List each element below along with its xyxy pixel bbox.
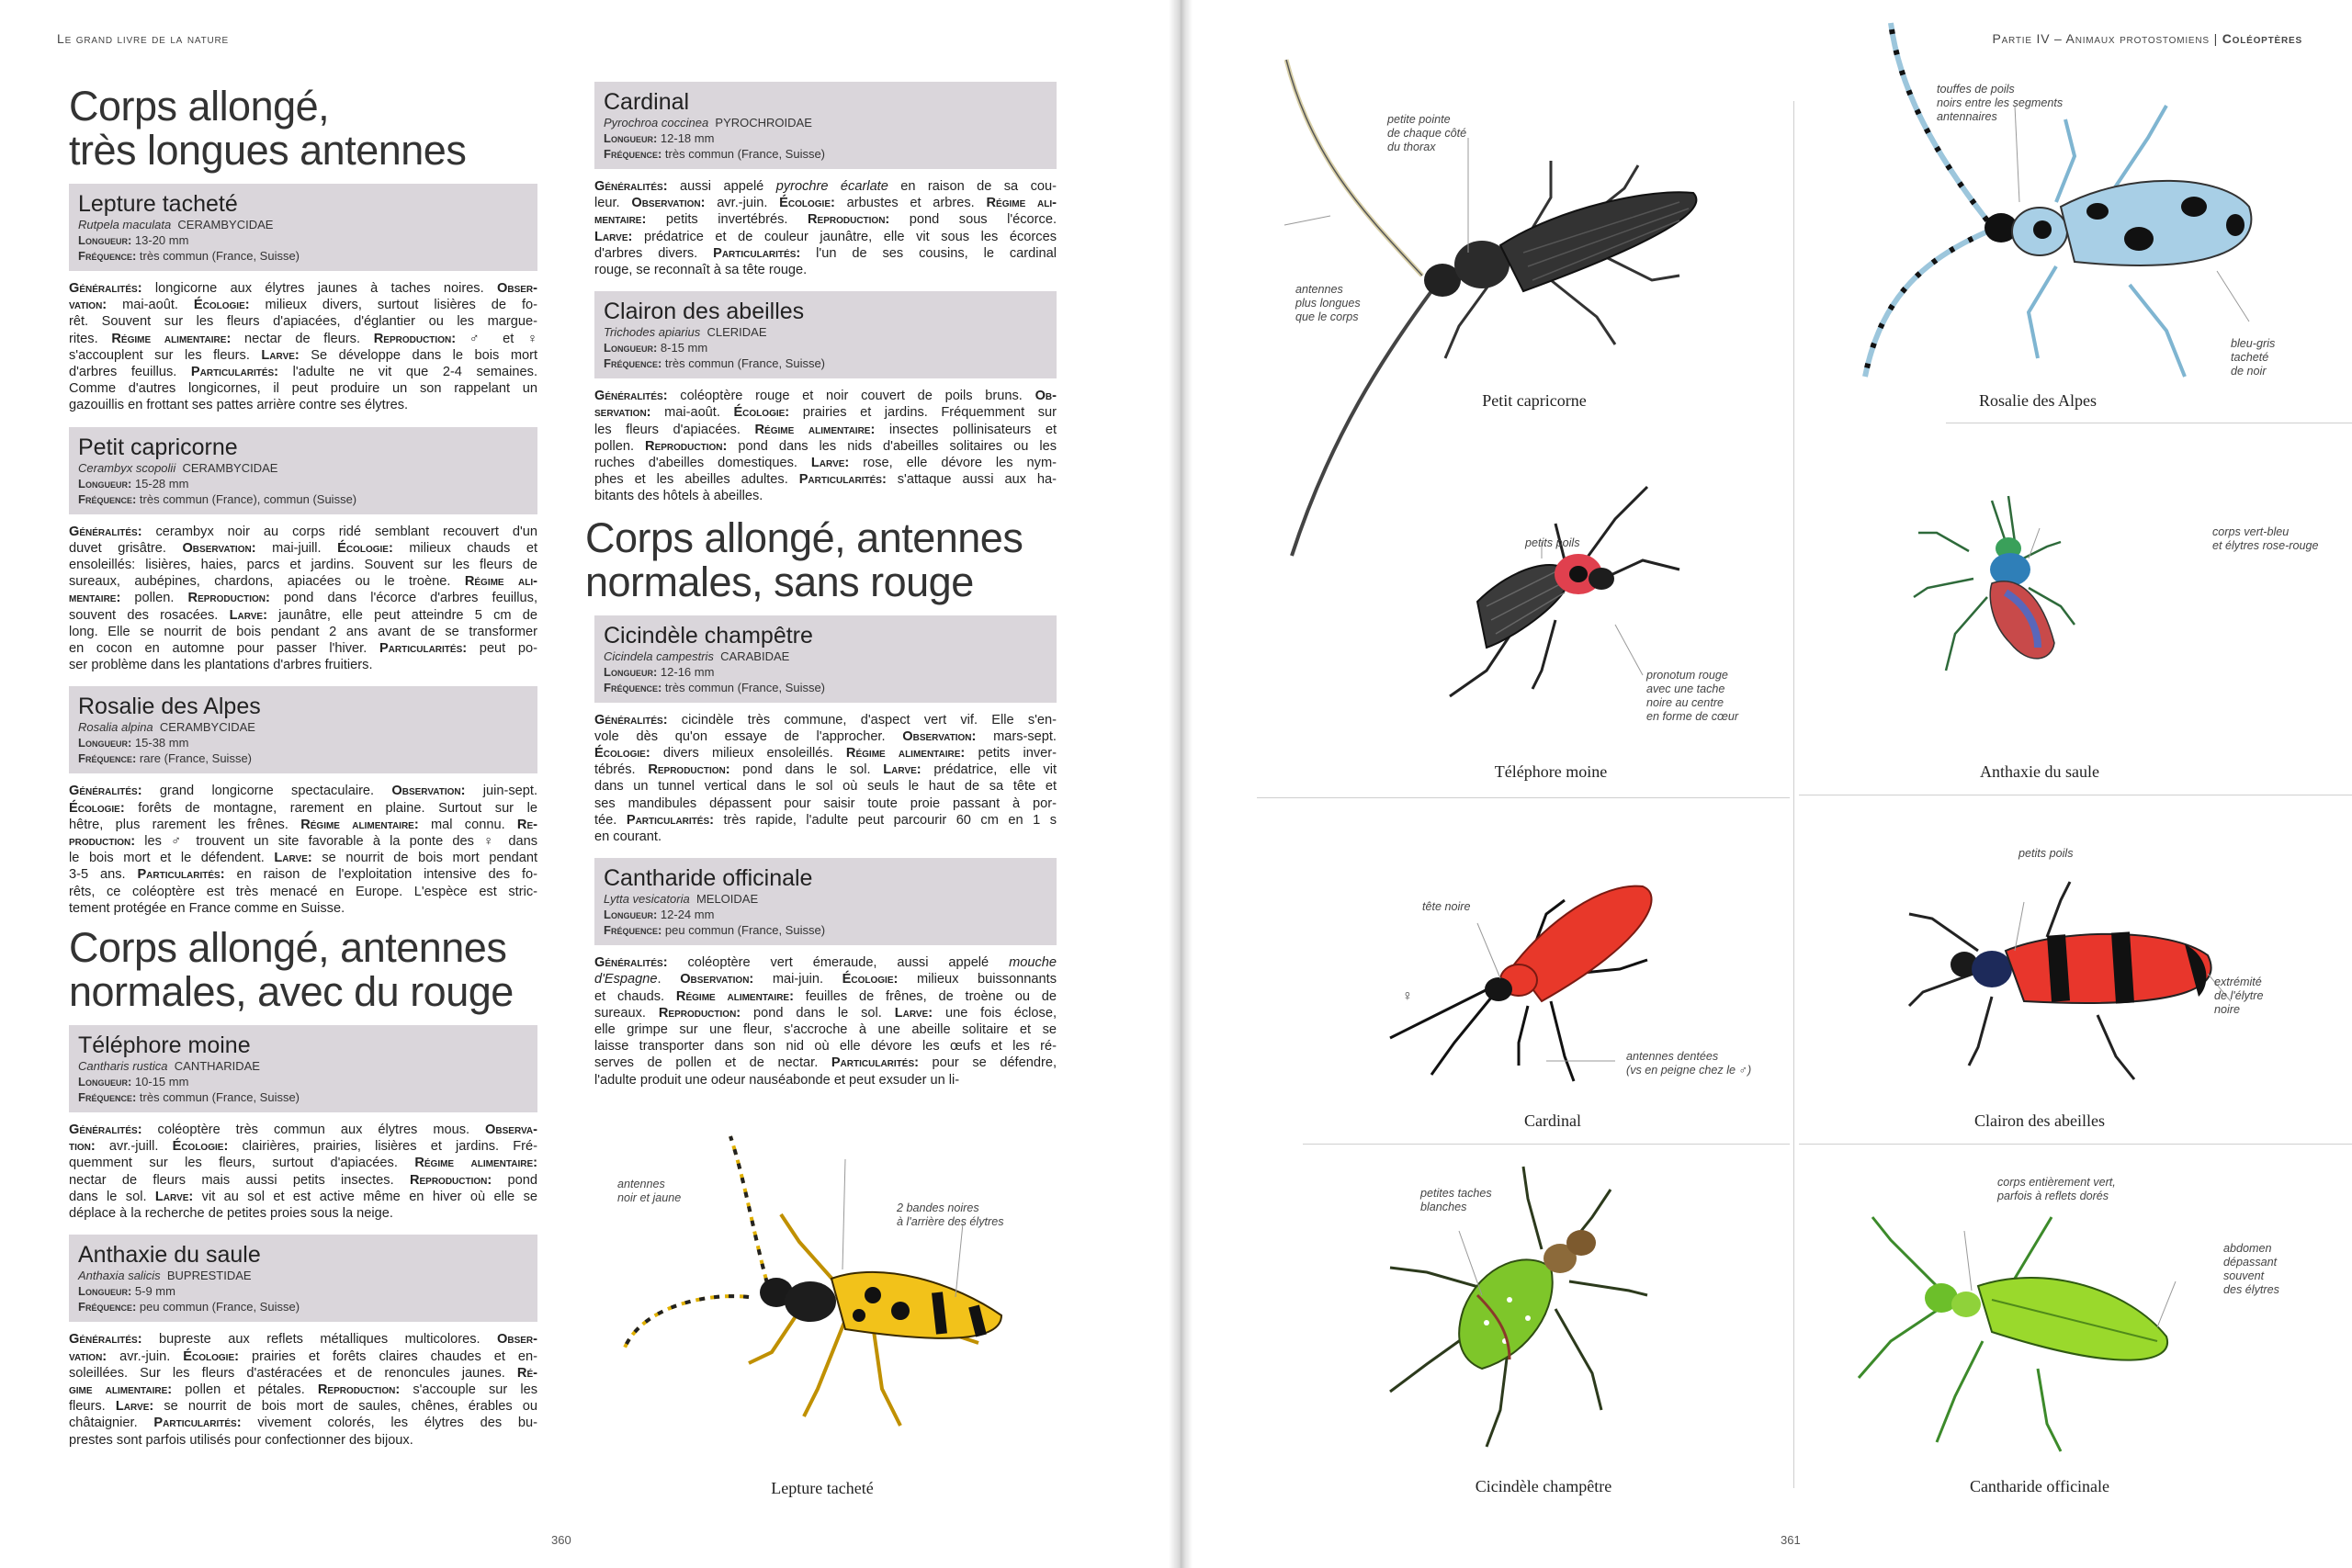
species-frequency-line xyxy=(604,146,1047,162)
mid-species-list-b xyxy=(594,615,1057,1089)
length-label: Longueur: xyxy=(78,476,132,491)
frequency-label: Fréquence: xyxy=(78,491,137,506)
species-frequency: peu commun (France, Suisse) xyxy=(139,1300,300,1314)
species-length-line xyxy=(78,735,528,750)
description-line: Généralités: coléoptère rouge et noir couvert de poils bruns. Ob- xyxy=(594,389,1057,404)
description-line: Généralités: cicindèle très commune, d'aspect vert vif. Elle s'en- xyxy=(594,712,1057,728)
species-frequency: très commun (France), commun (Suisse) xyxy=(139,491,357,506)
species-header xyxy=(69,686,537,773)
description-line: ses mandibules dépassent pour saisir toute proie passant à por- xyxy=(594,795,1057,811)
species-length: 15-38 mm xyxy=(134,736,189,750)
description-line: production: les ♂ trouvent un site favorable à la ponte des ♀ dans xyxy=(69,834,537,850)
species-latin-line xyxy=(604,115,1047,130)
cicindele-caption: Cicindèle champêtre xyxy=(1475,1477,1612,1495)
species-frequency: très commun (France, Suisse) xyxy=(664,680,826,694)
species-description xyxy=(69,1331,537,1448)
species-description xyxy=(594,388,1057,504)
clairon-annot-poils: petits poils xyxy=(2018,847,2074,860)
species-name: Cicindèle champêtre xyxy=(604,622,813,649)
frequency-label: Fréquence: xyxy=(604,923,662,938)
species-description xyxy=(594,178,1057,278)
species-length: 13-20 mm xyxy=(134,233,189,247)
species-name: Téléphore moine xyxy=(78,1032,251,1059)
species-latin-line xyxy=(604,324,1047,340)
description-line: les fleurs d'apiacées. Régime alimentaire: insectes pollinisateurs et xyxy=(594,422,1057,437)
length-label: Longueur: xyxy=(78,736,132,750)
species-family: CLERIDAE xyxy=(707,325,767,340)
species-family: MELOIDAE xyxy=(695,892,759,907)
frequency-label: Fréquence: xyxy=(604,147,662,161)
species-frequency-line xyxy=(78,491,528,507)
species-latin-line xyxy=(78,719,528,735)
species-frequency: très commun (France, Suisse) xyxy=(664,147,826,161)
section-title-1: Corps allongé, très longues antennes xyxy=(69,83,467,174)
description-line: mentaire: petits invertébrés. Reproduction: pond sous l'écorce. xyxy=(594,212,1057,228)
cardinal-annot-antennes: antennes dentées (vs en peigne chez le ♂) xyxy=(1626,1050,1752,1077)
cardinal-annot-sex: ♀ xyxy=(1402,988,1413,1004)
species-length-line xyxy=(604,907,1047,922)
description-line: tée. Particularités: très rapide, l'adulte peut parcourir 60 cm en 1 s xyxy=(594,812,1057,828)
description-line: châtaignier. Particularités: vivement colorés, les élytres des bu- xyxy=(69,1416,537,1431)
description-line: en courant. xyxy=(594,829,662,845)
left-page xyxy=(0,0,1169,1568)
species-header xyxy=(594,82,1057,169)
frequency-label: Fréquence: xyxy=(78,1090,137,1105)
description-line: Écologie: forêts de montagne, rarement en plaine. Surtout sur le xyxy=(69,800,537,816)
frequency-label: Fréquence: xyxy=(78,249,137,263)
anthaxie-drawing xyxy=(1900,478,2111,707)
species-description xyxy=(594,712,1057,846)
frequency-label: Fréquence: xyxy=(78,751,137,766)
species-latin: Lytta vesicatoria xyxy=(604,892,690,907)
section-title-2: Corps allongé, antennes normales, avec du rouge xyxy=(69,924,514,1016)
description-line: serves de pollen et de nectar. Particularités: pour se défendre, xyxy=(594,1055,1057,1071)
length-label: Longueur: xyxy=(78,1075,132,1089)
species-length: 5-9 mm xyxy=(134,1284,175,1299)
species-latin: Cerambyx scopolii xyxy=(78,460,176,475)
description-line: le bois mort et le défendent. Larve: se nourrit de bois mort pendant xyxy=(69,851,537,866)
species-length: 10-15 mm xyxy=(134,1075,189,1089)
species-description xyxy=(594,954,1057,1089)
species-frequency: très commun (France, Suisse) xyxy=(664,356,826,371)
lepture-annot-antennes: antennes noir et jaune xyxy=(617,1178,682,1204)
species-header xyxy=(69,1025,537,1112)
telephore-caption: Téléphore moine xyxy=(1494,762,1608,781)
species-length-line xyxy=(604,664,1047,680)
right-page xyxy=(1193,0,2352,1568)
description-line: Généralités: coléoptère très commun aux élytres mous. Observa- xyxy=(69,1122,537,1138)
grid-divider-row3-left xyxy=(1303,1144,1790,1145)
description-line: et chauds. Régime alimentaire: feuilles de frênes, de troène ou de xyxy=(594,988,1057,1004)
description-line: souvent des rosacées. Larve: jaunâtre, elle peut atteindre 5 cm de xyxy=(69,607,537,623)
description-line: soleillées. Sur les fleurs d'astéracées et de renoncules jaunes. Ré- xyxy=(69,1365,537,1381)
capricorne-annot-pointe: petite pointe de chaque côté du thorax xyxy=(1387,113,1467,153)
cicindele-annot-taches: petites taches blanches xyxy=(1420,1187,1492,1213)
description-line: d'arbres divers. Particularités: l'un de ses cousins, le cardinal xyxy=(594,245,1057,261)
description-line: dans un tunnel vertical dans le sol où seuls le haut de sa tête et xyxy=(594,779,1057,795)
lepture-annot-bandes: 2 bandes noires à l'arrière des élytres xyxy=(897,1201,1004,1228)
description-line: Généralités: grand longicorne spectaculaire. Observation: juin-sept. xyxy=(69,784,537,799)
length-label: Longueur: xyxy=(78,233,132,247)
description-line: pollen. Reproduction: pond dans les nids d'abeilles solitaires ou les xyxy=(594,438,1057,454)
description-line: l'adulte produit une odeur nauséabonde et peut exsuder un li- xyxy=(594,1072,960,1088)
rosalie-annot-bleu: bleu-gris tacheté de noir xyxy=(2231,337,2276,378)
description-line: nectar de fleurs mais aussi petits insectes. Reproduction: pond xyxy=(69,1172,537,1188)
description-line: Comme d'autres longicornes, il peut produire un son rappelant un xyxy=(69,381,537,397)
species-family: CERAMBYCIDAE xyxy=(182,460,278,475)
species-frequency-line xyxy=(78,248,528,264)
cantharide-drawing xyxy=(1854,1176,2203,1470)
description-line: Généralités: coléoptère vert émeraude, aussi appelé mouche xyxy=(594,955,1057,971)
species-length-line xyxy=(78,476,528,491)
description-line: phes et les abeilles adultes. Particularités: s'attaque aussi aux ha- xyxy=(594,472,1057,488)
species-name: Clairon des abeilles xyxy=(604,299,805,325)
species-name: Cardinal xyxy=(604,89,690,115)
cantharide-annot-abdomen: abdomen dépassant souvent des élytres xyxy=(2223,1242,2279,1296)
folio-right: 361 xyxy=(1781,1533,1801,1547)
grid-divider-row2-left xyxy=(1257,797,1790,798)
species-header xyxy=(69,427,537,514)
description-line: ruches d'abeilles domestiques. Larve: rose, elle dévore les nym- xyxy=(594,456,1057,471)
species-latin: Rosalia alpina xyxy=(78,720,153,735)
anthaxie-caption: Anthaxie du saule xyxy=(1980,762,2099,781)
species-description xyxy=(69,280,537,414)
species-frequency-line xyxy=(604,922,1047,938)
species-latin-line xyxy=(78,460,528,476)
description-line: sureaux. Reproduction: pond dans le sol. Larve: une fois éclose, xyxy=(594,1005,1057,1021)
species-description xyxy=(69,1122,537,1222)
species-length-line xyxy=(604,130,1047,146)
description-line: mentaire: pollen. Reproduction: pond dans l'écorce d'arbres feuillus, xyxy=(69,591,537,606)
species-family: CERAMBYCIDAE xyxy=(177,218,274,231)
species-latin: Anthaxia salicis xyxy=(78,1269,161,1283)
description-line: duvet grisâtre. Observation: mai-juill. Écologie: milieux chauds et xyxy=(69,540,538,556)
species-family: CARABIDAE xyxy=(720,649,790,663)
species-name: Cantharide officinale xyxy=(604,865,813,892)
species-length: 12-16 mm xyxy=(660,664,715,679)
petit-capricorne-caption: Petit capricorne xyxy=(1482,391,1587,410)
column-2 xyxy=(585,82,1057,1101)
telephore-annot-poils: petits poils xyxy=(1525,536,1580,549)
description-line: tement protégée en France comme en Suisse. xyxy=(69,900,345,916)
species-description xyxy=(69,783,537,917)
species-header xyxy=(594,858,1057,945)
cicindele-drawing xyxy=(1372,1162,1666,1465)
species-family: PYROCHROIDAE xyxy=(715,116,812,130)
species-header xyxy=(594,291,1057,378)
description-line: prestes sont parfois utilisés pour confectionner des bijoux. xyxy=(69,1432,413,1448)
species-length: 12-24 mm xyxy=(660,908,715,922)
species-frequency-line xyxy=(604,355,1047,371)
lepture-drawing xyxy=(570,1122,1084,1426)
species-latin-line xyxy=(604,649,1047,664)
length-label: Longueur: xyxy=(604,341,658,355)
description-line: d'Espagne. Observation: mai-juin. Écologie: milieux buissonnants xyxy=(594,972,1057,987)
species-latin: Pyrochroa coccinea xyxy=(604,116,709,130)
description-line: hêtre, plus rarement les frênes. Régime alimentaire: mal connu. Re- xyxy=(69,817,537,832)
species-length-line xyxy=(78,1074,528,1089)
description-line: Généralités: cerambyx noir au corps ridé semblant recouvert d'un xyxy=(69,524,537,539)
column-1 xyxy=(69,85,537,1461)
description-line: elle grimpe sur une fleur, s'accroche à une abeille solitaire et se xyxy=(594,1022,1057,1038)
frequency-label: Fréquence: xyxy=(604,356,662,371)
length-label: Longueur: xyxy=(604,908,658,922)
description-line: Généralités: aussi appelé pyrochre écarlate en raison de sa cou- xyxy=(594,179,1057,194)
description-line: long. Elle se nourrit de bois pendant 2 ans avant de se transformer xyxy=(69,624,537,639)
species-header xyxy=(594,615,1057,703)
species-frequency: très commun (France, Suisse) xyxy=(139,249,300,263)
description-line: vation: mai-août. Écologie: milieux divers, surtout lisières de fo- xyxy=(69,298,537,313)
description-line: leur. Observation: avr.-juin. Écologie: arbustes et arbres. Régime ali- xyxy=(594,196,1057,211)
species-length: 12-18 mm xyxy=(660,131,715,145)
description-line: sureaux, aubépines, chardons, apiacées ou le troène. Régime ali- xyxy=(69,574,537,590)
description-line: ensoleillés: lisières, haies, parcs et jardins. Souvent sur les fleurs de xyxy=(69,558,537,573)
species-latin-line xyxy=(78,1268,528,1283)
description-line: quemment sur les fleurs, surtout d'apiacées. Régime alimentaire: xyxy=(69,1156,537,1171)
species-latin: Rutpela maculata xyxy=(78,218,172,231)
description-line: en cocon en automne pour passer l'hiver. Particularités: peut po- xyxy=(69,641,537,657)
frequency-label: Fréquence: xyxy=(604,680,662,694)
species-name: Rosalie des Alpes xyxy=(78,694,261,720)
description-line: laisse transporter dans son nid où elle dévore les œufs et les ré- xyxy=(594,1039,1057,1055)
anthaxie-annot-corps: corps vert-bleu et élytres rose-rouge xyxy=(2212,525,2319,552)
species-length-line xyxy=(78,232,528,248)
species-latin: Cantharis rustica xyxy=(78,1059,168,1074)
book-gutter xyxy=(1169,0,1193,1568)
description-line: déplace à la recherche de petites proies sous la neige. xyxy=(69,1206,393,1222)
grid-divider-row3-right xyxy=(1799,1144,2352,1145)
species-length: 15-28 mm xyxy=(134,476,189,491)
species-latin: Cicindela campestris xyxy=(604,649,714,663)
description-line: servation: mai-août. Écologie: prairies et jardins. Fréquemment sur xyxy=(594,405,1057,421)
cantharide-caption: Cantharide officinale xyxy=(1969,1477,2110,1495)
clairon-caption: Clairon des abeilles xyxy=(1974,1111,2105,1130)
species-latin-line xyxy=(604,891,1047,907)
lepture-caption: Lepture tacheté xyxy=(771,1479,874,1497)
species-family: BUPRESTIDAE xyxy=(166,1269,252,1283)
description-line: d'arbres feuillus. Particularités: l'adulte ne vit que 2-4 semaines. xyxy=(69,365,538,380)
length-label: Longueur: xyxy=(604,131,658,145)
description-line: rites. Régime alimentaire: nectar de fleurs. Reproduction: ♂ et ♀ xyxy=(69,331,537,346)
description-line: Écologie: divers milieux ensoleillés. Régime alimentaire: petits inver- xyxy=(594,746,1057,761)
species-header xyxy=(69,184,537,271)
species-frequency: très commun (France, Suisse) xyxy=(139,1090,300,1105)
species-latin-line xyxy=(78,1058,528,1074)
species-header xyxy=(69,1235,537,1322)
species-family: CANTHARIDAE xyxy=(174,1059,260,1074)
telephore-annot-pronotum: pronotum rouge avec une tache noire au centre en forme de cœur xyxy=(1646,669,1739,723)
cantharide-annot-corps: corps entièrement vert, parfois à reflets dorés xyxy=(1997,1176,2116,1202)
description-line: 3-5 ans. Particularités: en raison de l'exploitation intensive des fo- xyxy=(69,867,537,883)
species-frequency: rare (France, Suisse) xyxy=(139,751,252,766)
description-line: rêts, ce coléoptère est très menacé en Europe. L'espèce est stric- xyxy=(69,884,537,899)
species-family: CERAMBYCIDAE xyxy=(159,720,255,735)
description-line: tébrés. Reproduction: pond dans le sol. Larve: prédatrice, elle vit xyxy=(594,762,1057,778)
description-line: rêt. Souvent sur les fleurs d'apiacées, d'églantier ou les margue- xyxy=(69,314,537,330)
section-title-3: Corps allongé, antennes normales, sans rouge xyxy=(585,513,1023,605)
species-length-line xyxy=(604,340,1047,355)
description-line: ser problème dans les plantations d'arbres fruitiers. xyxy=(69,658,373,673)
description-line: bitants des hôtels à abeilles. xyxy=(594,489,763,504)
description-line: Généralités: longicorne aux élytres jaunes à taches noires. Obser- xyxy=(69,281,537,296)
description-line: s'accouplent sur les fleurs. Larve: Se développe dans le bois mort xyxy=(69,347,538,363)
species-name: Petit capricorne xyxy=(78,434,238,460)
description-line: gazouillis en frottant ses pattes arrière contre ses élytres. xyxy=(69,398,409,413)
cardinal-annot-tete: tête noire xyxy=(1422,900,1471,913)
species-name: Lepture tacheté xyxy=(78,191,238,217)
species-length-line xyxy=(78,1283,528,1299)
description-line: vole dès qu'on essaye de l'approcher. Observation: mars-sept. xyxy=(594,728,1057,744)
rosalie-drawing xyxy=(1781,18,2295,423)
description-line: fleurs. Larve: se nourrit de bois mort de saules, chênes, érables ou xyxy=(69,1399,538,1415)
description-line: Larve: prédatrice et de couleur jaunâtre, elle vit sous les écorces xyxy=(594,229,1057,244)
species-frequency-line xyxy=(604,680,1047,695)
description-line: rouge, se reconnaît à sa tête rouge. xyxy=(594,263,808,278)
length-label: Longueur: xyxy=(78,1284,132,1299)
description-line: Généralités: bupreste aux reflets métalliques multicolores. Obser- xyxy=(69,1332,537,1348)
clairon-annot-extremite: extrémité de l'élytre noire xyxy=(2214,976,2264,1016)
mid-species-list-a xyxy=(594,82,1057,505)
running-header-right: Partie IV – Animaux protostomiens | Coléoptères xyxy=(1992,31,2302,46)
frequency-label: Fréquence: xyxy=(78,1300,137,1314)
rosalie-annot-touffes: touffes de poils noirs entre les segments antennaires xyxy=(1937,83,2064,123)
rosalie-caption: Rosalie des Alpes xyxy=(1979,391,2097,410)
species-frequency-line xyxy=(78,750,528,766)
species-latin-line xyxy=(78,217,528,232)
species-name: Anthaxie du saule xyxy=(78,1242,261,1269)
species-frequency: peu commun (France, Suisse) xyxy=(664,923,826,938)
cardinal-caption: Cardinal xyxy=(1524,1111,1581,1130)
left-species-list xyxy=(69,184,537,1449)
description-line: vation: avr.-juin. Écologie: prairies et forêts claires chaudes et en- xyxy=(69,1348,538,1364)
description-line: dans le sol. Larve: vit au sol et est active même en hiver où elle se xyxy=(69,1189,537,1204)
description-line: gime alimentaire: pollen et pétales. Reproduction: s'accouple sur les xyxy=(69,1382,538,1397)
species-frequency-line xyxy=(78,1299,528,1314)
capricorne-annot-antennes: antennes plus longues que le corps xyxy=(1295,283,1361,323)
running-header-left: Le grand livre de la nature xyxy=(57,31,230,46)
description-line: tion: avr.-juill. Écologie: clairières, prairies, lisières et jardins. Fré- xyxy=(69,1139,537,1155)
species-latin: Trichodes apiarius xyxy=(604,325,701,340)
species-length: 8-15 mm xyxy=(660,341,708,355)
length-label: Longueur: xyxy=(604,664,658,679)
species-description xyxy=(69,524,537,674)
species-frequency-line xyxy=(78,1089,528,1105)
folio-left: 360 xyxy=(551,1533,571,1547)
